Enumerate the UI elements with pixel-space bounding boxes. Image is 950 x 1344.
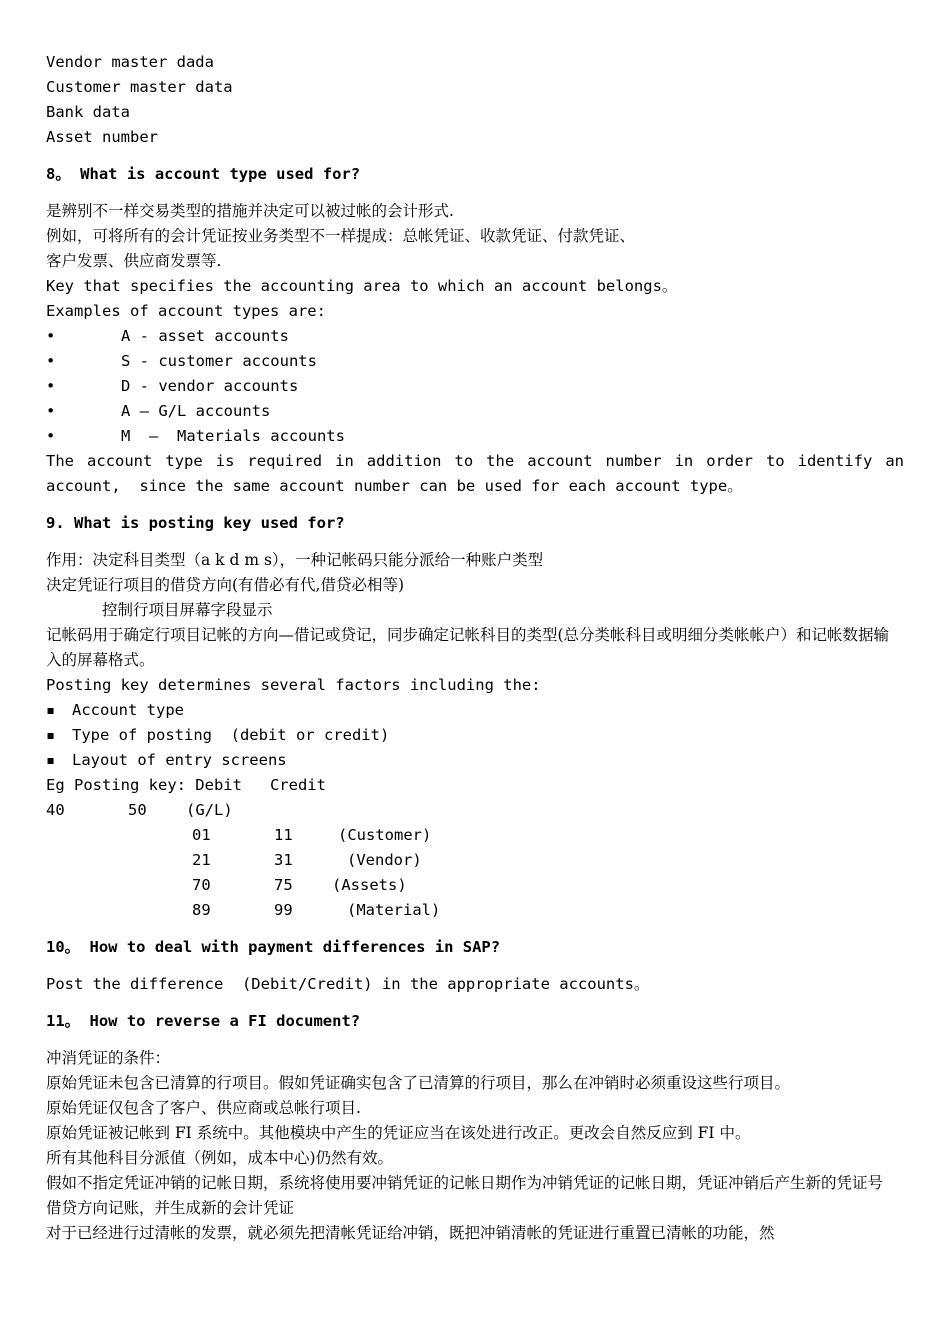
posting-key-credit: 31 — [274, 851, 293, 869]
bullet-icon: ▪ — [46, 701, 56, 719]
posting-key-label: (Vendor) — [347, 851, 422, 869]
text-line: Eg Posting key: Debit Credit — [46, 776, 326, 794]
text-line: Posting key determines several factors including the: — [46, 676, 541, 694]
question-10-heading: 10。 How to deal with payment differences in SAP? — [46, 938, 501, 956]
text-line: 控制行项目屏幕字段显示 — [102, 601, 273, 619]
posting-key-row — [46, 798, 904, 823]
text-paragraph: 对于已经进行过清帐的发票，就必须先把清帐凭证给冲销，既把冲销清帐的凭证进行重置已清帐的功能，然 — [46, 1224, 775, 1242]
posting-key-debit: 89 — [192, 901, 211, 919]
bullet-icon: ▪ — [46, 726, 56, 744]
list-item-text: D - vendor accounts — [121, 377, 299, 395]
text-line: 冲消凭证的条件： — [46, 1049, 171, 1067]
bullet-icon: • — [46, 402, 56, 420]
text-line: 决定凭证行项目的借贷方向(有借必有代,借贷必相等) — [46, 576, 405, 594]
bullet-icon: • — [46, 377, 56, 395]
document-page — [46, 50, 904, 1246]
list-item-text: A - asset accounts — [121, 327, 289, 345]
posting-key-label: (Assets) — [332, 876, 407, 894]
text-line: 客户发票、供应商发票等. — [46, 252, 222, 270]
text-line: The account type is required in addition to the account number in order to identify an — [46, 452, 904, 470]
text-line: 原始凭证仅包含了客户、供应商或总帐行项目. — [46, 1099, 361, 1117]
posting-key-label: (G/L) — [186, 801, 233, 819]
posting-key-debit: 01 — [192, 826, 211, 844]
text-line: Post the difference (Debit/Credit) in the appropriate accounts。 — [46, 975, 650, 993]
text-line: 是辨别不一样交易类型的措施并决定可以被过帐的会计形式. — [46, 202, 454, 220]
text-line: 作用：决定科目类型（a k d m s），一种记帐码只能分派给一种账户类型 — [46, 551, 544, 569]
list-item-text: S - customer accounts — [121, 352, 317, 370]
text-line: Examples of account types are: — [46, 302, 326, 320]
posting-key-label: (Customer) — [338, 826, 432, 844]
list-item — [46, 723, 904, 748]
text-line: Asset number — [46, 128, 158, 146]
posting-key-debit: 21 — [192, 851, 211, 869]
posting-key-row — [46, 823, 904, 848]
question-11-heading: 11。 How to reverse a FI document? — [46, 1012, 361, 1030]
text-paragraph: 记帐码用于确定行项目记帐的方向—借记或贷记，同步确定记帐科目的类型(总分类帐科目或明细分类帐帐户）和记帐数据输入的屏幕格式。 — [46, 626, 890, 669]
text-paragraph: 原始凭证被记帐到 FI 系统中。其他模块中产生的凭证应当在该处进行改正。更改会自然反应到 FI 中。 — [46, 1124, 751, 1142]
list-item — [46, 349, 904, 374]
posting-key-row — [46, 898, 904, 923]
posting-key-credit: 75 — [274, 876, 293, 894]
text-line: 借贷方向记账，并生成新的会计凭证 — [46, 1199, 295, 1217]
list-item-text: M – Materials accounts — [121, 427, 345, 445]
question-8-heading: 8。 What is account type used for? — [46, 165, 361, 183]
list-item — [46, 374, 904, 399]
posting-key-debit: 40 — [46, 801, 65, 819]
text-line: Key that specifies the accounting area to which an account belongs。 — [46, 277, 678, 295]
posting-key-row — [46, 848, 904, 873]
list-item — [46, 399, 904, 424]
question-9-heading: 9. What is posting key used for? — [46, 514, 345, 532]
posting-key-credit: 50 — [128, 801, 147, 819]
text-paragraph: 假如不指定凭证冲销的记帐日期，系统将使用要冲销凭证的记帐日期作为冲销凭证的记帐日期，凭证冲销后产生新的凭证号 — [46, 1174, 884, 1192]
text-line: Vendor master dada — [46, 53, 214, 71]
text-line: Bank data — [46, 103, 130, 121]
list-item-text: Layout of entry screens — [72, 751, 287, 769]
list-item — [46, 698, 904, 723]
list-item-text: A — G/L accounts — [121, 402, 271, 420]
list-item-text: Type of posting (debit or credit) — [72, 726, 390, 744]
posting-key-row — [46, 873, 904, 898]
bullet-icon: • — [46, 352, 56, 370]
text-paragraph: 原始凭证未包含已清算的行项目。假如凭证确实包含了已清算的行项目，那么在冲销时必须重设这些行项目。 — [46, 1074, 791, 1092]
text-line: 所有其他科目分派值（例如，成本中心)仍然有效。 — [46, 1149, 394, 1167]
posting-key-label: (Material) — [347, 901, 441, 919]
list-item — [46, 748, 904, 773]
posting-key-debit: 70 — [192, 876, 211, 894]
bullet-icon: • — [46, 327, 56, 345]
posting-key-credit: 99 — [274, 901, 293, 919]
list-item — [46, 324, 904, 349]
list-item-text: Account type — [72, 701, 184, 719]
text-line: account, since the same account number can be used for each account type。 — [46, 477, 743, 495]
bullet-icon: ▪ — [46, 751, 56, 769]
posting-key-credit: 11 — [274, 826, 293, 844]
bullet-icon: • — [46, 427, 56, 445]
text-line: 例如，可将所有的会计凭证按业务类型不一样提成：总帐凭证、收款凭证、付款凭证、 — [46, 227, 636, 245]
text-line: Customer master data — [46, 78, 233, 96]
list-item — [46, 424, 904, 449]
